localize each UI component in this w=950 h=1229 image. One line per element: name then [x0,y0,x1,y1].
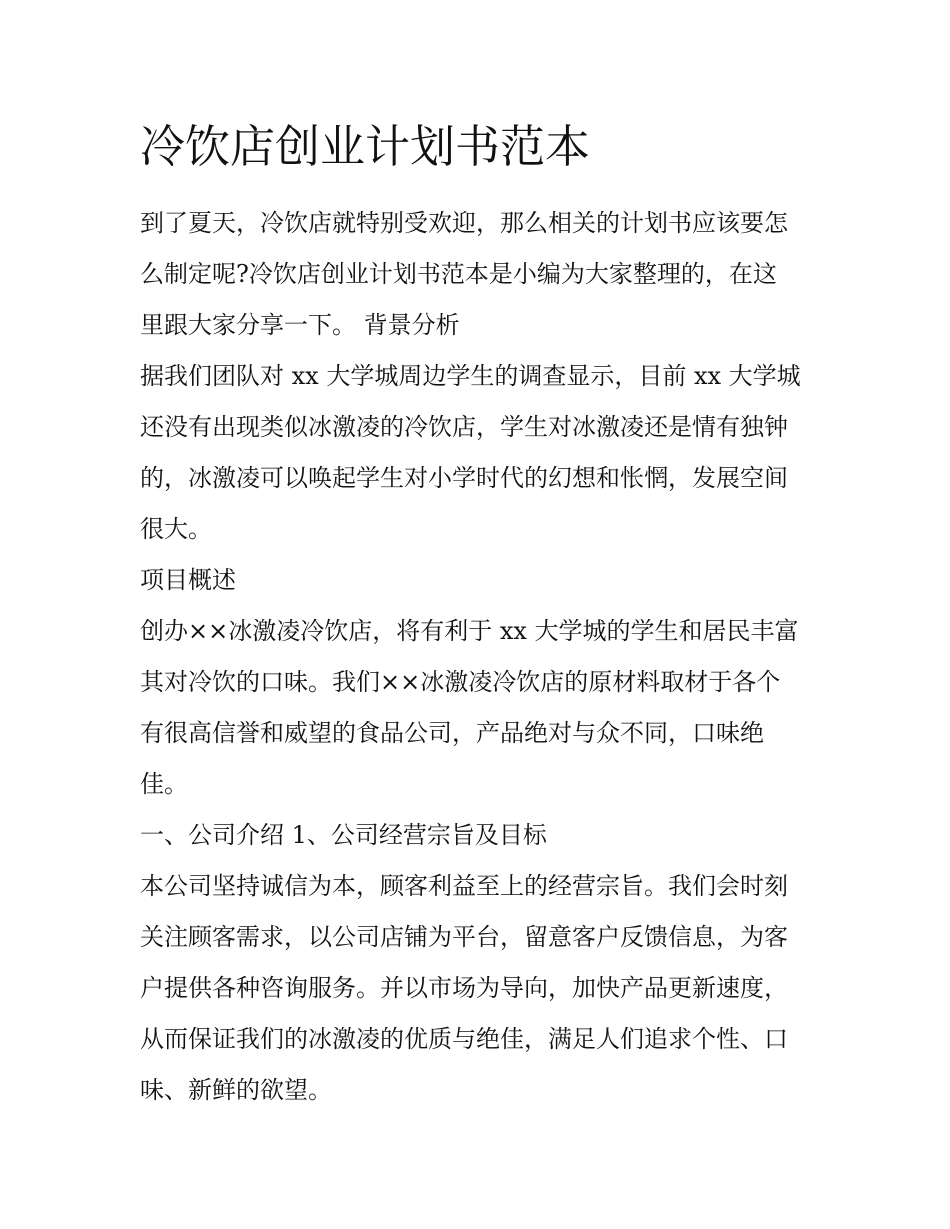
text-line: 有很高信誉和威望的食品公司，产品绝对与众不同，口味绝 [140,719,764,747]
text-line: 佳。 [140,770,188,798]
text-line: 里跟大家分享一下。 背景分析 [140,311,460,339]
section-heading: 一、公司介绍 1、公司经营宗旨及目标 [140,821,547,849]
text-line: 从而保证我们的冰激凌的优质与绝佳，满足人们追求个性、口 [140,1025,788,1053]
text-line: 关注顾客需求，以公司店铺为平台，留意客户反馈信息，为客 [140,923,788,951]
text-line: 其对冷饮的口味。我们××冰激凌冷饮店的原材料取材于各个 [140,668,781,696]
section-heading: 项目概述 [140,566,236,594]
text-line: 么制定呢?冷饮店创业计划书范本是小编为大家整理的，在这 [140,260,777,288]
text-line: 很大。 [140,515,212,543]
document-title: 冷饮店创业计划书范本 [140,120,591,173]
text-line: 本公司坚持诚信为本，顾客利益至上的经营宗旨。我们会时刻 [140,872,788,900]
text-line: 据我们团队对 xx 大学城周边学生的调查显示，目前 xx 大学城 [140,362,801,390]
text-line: 创办××冰激凌冷饮店，将有利于 xx 大学城的学生和居民丰富 [140,617,799,645]
text-line: 还没有出现类似冰激凌的冷饮店，学生对冰激凌还是情有独钟 [140,413,788,441]
text-line: 到了夏天，冷饮店就特别受欢迎，那么相关的计划书应该要怎 [140,209,788,237]
document-body [140,112,820,1116]
text-line: 味、新鲜的欲望。 [140,1076,332,1104]
text-line: 的，冰激凌可以唤起学生对小学时代的幻想和怅惘，发展空间 [140,464,788,492]
text-line: 户提供各种咨询服务。并以市场为导向，加快产品更新速度， [140,974,788,1002]
